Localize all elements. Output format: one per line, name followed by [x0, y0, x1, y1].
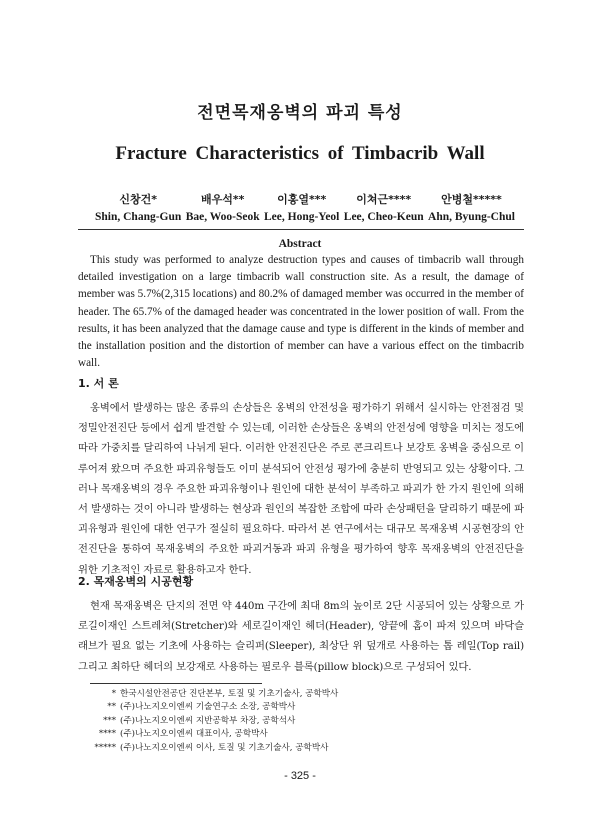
- author-1: [95, 192, 181, 226]
- footnote: [60, 742, 440, 755]
- footnote-text: (주)나노지오이엔씨 이사, 토질 및 기초기술사, 공학박사: [120, 742, 329, 753]
- author-name-english: Ahn, Byung-Chul: [428, 211, 515, 223]
- author-3: [264, 192, 339, 226]
- author-name-korean: 안병철*****: [441, 193, 502, 206]
- footnote-text: 한국시설안전공단 진단본부, 토질 및 기초기술사, 공학박사: [120, 689, 339, 699]
- section-body-construction-status: 현재 목재옹벽은 단지의 전면 약 440m 구간에 최대 8m의 높이로 2단 시공되어 있는 상황으로 가로길이재인 스트레쳐(Stretcher)와 세로길이재인 헤더(Header), 양끝에 홈이 파져 있으며 바닥슬래브가 필요 없는 기초에 사용하는 슬리퍼(Sleeper), 최상단 위 덮개로 사용하는 톱 레일(Top rail) 그리고 최하단 헤더의 보강재로 사용하는 필로우 블록(pillow block)으로 구성되어 있다.: [78, 600, 524, 673]
- author-name-english: Lee, Hong-Yeol: [264, 211, 340, 223]
- footnote-mark: *: [111, 689, 116, 699]
- author-2: [186, 192, 260, 226]
- footnote-mark: ***: [103, 715, 116, 726]
- author-name-english: Bae, Woo-Seok: [185, 211, 260, 223]
- section-body-introduction: 옹벽에서 발생하는 많은 종류의 손상들은 옹벽의 안전성을 평가하기 위해서 실시하는 안전점검 및 정밀안전진단 등에서 쉽게 발견할 수 있는데, 이러한 손상들은 옹벽의 안전성에 영향을 미치는 정도에 따라 가중치를 달리하여 나뉘게 된다. 이러한 안전진단은 주로 콘크리트나 보강토 옹벽을 중심으로 이루어져 왔으며 주요한 파괴유형들도 이미 분석되어 안전성 평가에 충분히 반영되고 있는 상황이다. 그러나 목재옹벽의 경우 주요한 파괴유형이나 원인에 대한 분석이 부족하고 파괴가 한 가지 원인에 의해서 발생하는 것이 아니라 발생하는 현상과 원인의 복잡한 조합에 따라 손상패턴을 달리하기 때문에 파괴유형과 원인에 대한 연구가 절실히 필요하다. 따라서 본 연구에서는 대규모 목재옹벽 시공현장의 안전진단을 통하여 목재옹벽의 주요한 파괴거동과 파괴 유형을 평가하여 향후 목재옹벽의 안전진단을 위한 기초적인 자료로 활용하고자 한다.: [78, 402, 524, 576]
- abstract-heading: Abstract: [278, 238, 322, 250]
- footnote-text: (주)나노지오이엔씨 지반공학부 차장, 공학석사: [120, 715, 296, 726]
- footnote-text: (주)나노지오이엔씨 대표이사, 공학박사: [120, 729, 268, 740]
- footnote-mark: ****: [98, 729, 116, 740]
- footnotes: [60, 688, 440, 755]
- footnote: [60, 688, 440, 701]
- paper-title-english: Fracture Characteristics of Timbacrib Wall: [115, 143, 485, 164]
- author-name-english: Lee, Cheo-Keun: [343, 211, 424, 223]
- footnote: [60, 728, 440, 741]
- author-4: [344, 192, 424, 226]
- footnote-mark: **: [107, 702, 116, 713]
- section-heading-construction-status: 2. 목재옹벽의 시공현황: [78, 575, 194, 588]
- author-5: [428, 192, 515, 226]
- author-name-english: Shin, Chang-Gun: [95, 211, 182, 223]
- section-heading-introduction: 1. 서 론: [78, 377, 119, 390]
- footnote-divider: [90, 683, 262, 684]
- footnote-text: (주)나노지오이엔씨 기술연구소 소장, 공학박사: [120, 702, 296, 713]
- paper-title-korean: 전면목재옹벽의 파괴 특성: [197, 103, 403, 123]
- author-name-korean: 이쳐근****: [356, 193, 412, 206]
- header-divider: [78, 229, 524, 230]
- author-name-korean: 신창건*: [119, 193, 157, 206]
- author-name-korean: 이홍열***: [277, 193, 327, 206]
- author-list: [95, 192, 515, 226]
- footnote: [60, 701, 440, 714]
- footnote-mark: *****: [94, 742, 116, 753]
- abstract-body: This study was performed to analyze destruction types and causes of timbacrib wall through detailed investigation on a large timbacrib wall construction site. As a result, the damage of member was 5.7%(2,315 locations) and 80.2% of damaged member was occurred in the member of header. The 65.7% of the damaged header was concentrated in the lower position of wall. From the results, it has been analyzed that the damage cause and type is different in the kinds of member and the installation position and the distortion of member can have a various effect on the timbacrib wall.: [78, 254, 524, 370]
- footnote: [60, 715, 440, 728]
- author-name-korean: 배우석**: [200, 193, 245, 206]
- page-number: - 325 -: [284, 770, 316, 782]
